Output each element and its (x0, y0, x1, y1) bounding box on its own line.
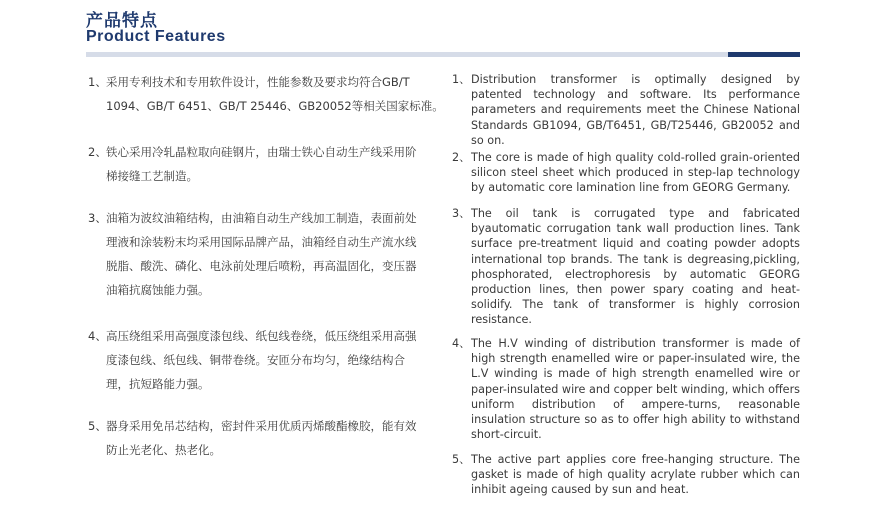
feature-en-text: The H.V winding of distribution transformer is made of high strength enamelled wire or paper-insulated wire, the L.V winding is made of high strength enamelled wire or paper-insulated wire and copper belt winding, which offers uniform distribution of ampere-turns, reasonable insulation structure so as to offer high ability to withstand short-circuit. (471, 337, 800, 442)
feature-zh-line: 器身采用免吊芯结构，密封件采用优质丙烯酸酯橡胶，能有效 (106, 419, 417, 433)
feature-en-2 (452, 150, 800, 196)
feature-en-4 (452, 336, 800, 442)
feature-en-5 (452, 452, 800, 498)
feature-zh-line: 理，抗短路能力强。 (106, 377, 210, 391)
feature-zh-4 (88, 324, 438, 396)
feature-en-number: 2、 (452, 151, 471, 164)
feature-zh-line: 1094、GB/T 6451、GB/T 25446、GB20052等相关国家标准。 (106, 99, 444, 113)
feature-zh-2 (88, 140, 438, 188)
feature-en-number: 1、 (452, 73, 471, 86)
feature-zh-number: 4、 (88, 329, 107, 343)
feature-zh-line: 理液和涂装粉末均采用国际品牌产品，油箱经自动生产流水线 (106, 235, 417, 249)
feature-zh-3 (88, 206, 438, 302)
feature-zh-number: 5、 (88, 419, 107, 433)
feature-zh-text (88, 324, 438, 396)
feature-en-text: The oil tank is corrugated type and fabricated byautomatic corrugation tank wall production lines. Tank surface pre-treatment liquid and coating powder adopts international top brands. The tank is degreasing,pickling, phosphorated, electrophoresis by automatic GEORG production lines, then power spary coating and heat-solidify. The tank of transformer is highly corrosion resistance. (471, 207, 800, 327)
feature-en-number: 4、 (452, 337, 471, 350)
title-divider (86, 52, 800, 57)
feature-zh-line: 脱脂、酸洗、磷化、电泳前处理后喷粉，再高温固化，变压器 (106, 259, 417, 273)
feature-en-text: The active part applies core free-hanging structure. The gasket is made of high quality acrylate rubber which can inhibit ageing caused by sun and heat. (471, 453, 800, 497)
feature-zh-line: 采用专利技术和专用软件设计，性能参数及要求均符合GB/T (106, 75, 410, 89)
feature-zh-text (88, 206, 438, 302)
feature-zh-number: 3、 (88, 211, 107, 225)
feature-zh-line: 油箱抗腐蚀能力强。 (106, 283, 210, 297)
feature-zh-number: 1、 (88, 75, 107, 89)
feature-en-number: 5、 (452, 453, 471, 466)
feature-zh-text (88, 414, 438, 462)
feature-en-1 (452, 72, 800, 148)
feature-zh-line: 高压绕组采用高强度漆包线、纸包线卷绕，低压绕组采用高强 (106, 329, 417, 343)
feature-zh-5 (88, 414, 438, 462)
feature-zh-line: 防止光老化、热老化。 (106, 443, 221, 457)
feature-zh-text (88, 70, 444, 118)
feature-zh-line: 梯接缝工艺制造。 (106, 169, 198, 183)
title-divider-accent (728, 52, 800, 57)
feature-zh-line: 度漆包线、纸包线、铜带卷绕。安匝分布均匀，绝缘结构合 (106, 353, 405, 367)
feature-en-text: Distribution transformer is optimally designed by patented technology and software. Its performance parameters and requirements meet the Chinese National Standards GB1094, GB/T6451, GB/T25446, GB20052 and so on. (471, 73, 800, 147)
feature-zh-line: 铁心采用冷轧晶粒取向硅钢片，由瑞士铁心自动生产线采用阶 (106, 145, 417, 159)
feature-en-3 (452, 206, 800, 328)
page-title-zh: 产品特点 (86, 11, 158, 31)
page-title-en: Product Features (86, 28, 226, 45)
feature-zh-number: 2、 (88, 145, 107, 159)
feature-zh-text (88, 140, 438, 188)
feature-zh-1 (88, 70, 444, 118)
feature-zh-line: 油箱为波纹油箱结构，由油箱自动生产线加工制造，表面前处 (106, 211, 417, 225)
feature-en-number: 3、 (452, 207, 471, 220)
feature-en-text: The core is made of high quality cold-rolled grain-oriented silicon steel sheet which produced in step-lap technology by automatic core lamination line from GEORG Germany. (471, 151, 800, 195)
